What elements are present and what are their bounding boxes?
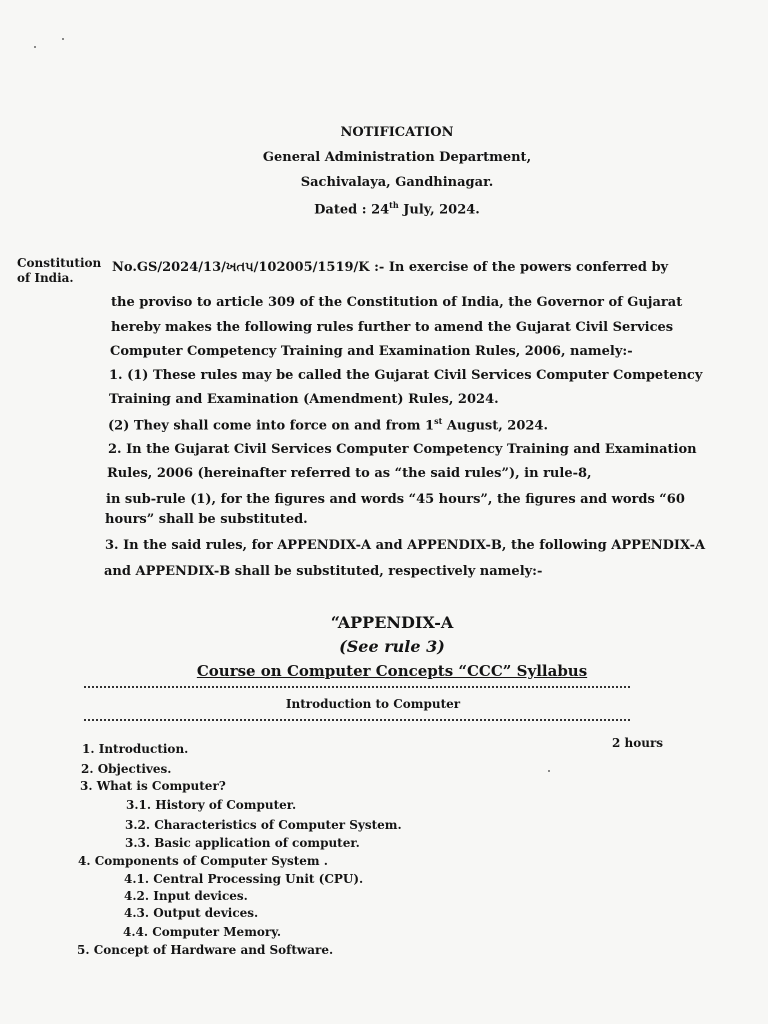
side-note-line1: Constitution (17, 256, 102, 270)
body-p1-line2: the proviso to article 309 of the Constitution of India, the Governor of Gujarat (111, 295, 683, 310)
body-r1b-sup: st (434, 416, 443, 426)
body-r1b-suffix: August, 2024. (442, 418, 548, 434)
body-r1b-prefix: (2) They shall come into force on and from 1 (108, 418, 435, 434)
side-note-line2: of India. (17, 271, 74, 285)
appendix-rule-ref: (See rule 3) (339, 637, 445, 656)
body-r3-line2: and APPENDIX-B shall be substituted, respectively namely:- (104, 564, 543, 579)
body-p1-line3: hereby makes the following rules further to amend the Gujarat Civil Services (111, 320, 674, 335)
body-r1-line2: Training and Examination (Amendment) Rules, 2024. (109, 392, 499, 407)
toc-item: 2. Objectives. (81, 762, 172, 776)
toc-subitem: 4.4. Computer Memory. (123, 925, 281, 939)
scan-speck (34, 46, 36, 48)
toc-subitem: 3.2. Characteristics of Computer System. (125, 818, 402, 832)
dated-prefix: Dated : 24 (314, 202, 390, 218)
toc-subitem: 3.1. History of Computer. (126, 798, 297, 812)
department-line: General Administration Department, (262, 150, 532, 165)
scan-speck (62, 38, 64, 40)
toc-subitem: 4.2. Input devices. (124, 889, 248, 903)
dotted-divider (84, 719, 630, 721)
toc-item: 3. What is Computer? (80, 779, 226, 793)
toc-subitem: 4.3. Output devices. (124, 906, 259, 920)
toc-item: 1. Introduction. (82, 742, 189, 756)
toc-subitem: 3.3. Basic application of computer. (125, 836, 360, 850)
appendix-title: “APPENDIX-A (330, 613, 454, 632)
toc-subitem: 4.1. Central Processing Unit (CPU). (124, 872, 364, 886)
body-r2-line4: hours” shall be substituted. (105, 512, 308, 527)
notification-title: NOTIFICATION (340, 125, 454, 140)
location-line: Sachivalaya, Gandhinagar. (300, 175, 494, 190)
body-r2-line2: Rules, 2006 (hereinafter referred to as “the said rules”), in rule-8, (107, 466, 592, 481)
body-r1-line1: 1. (1) These rules may be called the Gujarat Civil Services Computer Competency (109, 368, 703, 383)
dated-sup: th (389, 200, 399, 210)
scan-speck (548, 770, 550, 772)
dated-line (13, 200, 768, 217)
body-r3-line1: 3. In the said rules, for APPENDIX-A and APPENDIX-B, the following APPENDIX-A (105, 538, 706, 553)
dotted-divider (84, 686, 630, 688)
section-title: Introduction to Computer (285, 697, 461, 711)
body-r1b-line (108, 416, 548, 433)
body-p1-line4: Computer Competency Training and Examination Rules, 2006, namely:- (110, 344, 633, 359)
course-title: Course on Computer Concepts “CCC” Syllabus (196, 662, 588, 680)
body-p1-line1: No.GS/2024/13/ખતપ/102005/1519/K :- In exercise of the powers conferred by (112, 260, 669, 275)
toc-item: 5. Concept of Hardware and Software. (77, 943, 334, 957)
duration-label: 2 hours (612, 736, 664, 750)
toc-item: 4. Components of Computer System . (78, 854, 328, 868)
body-r2-line3: in sub-rule (1), for the figures and words “45 hours”, the figures and words “60 (106, 492, 685, 507)
side-note (17, 256, 101, 286)
dated-suffix: July, 2024. (398, 202, 480, 218)
body-r2-line1: 2. In the Gujarat Civil Services Computer Competency Training and Examination (108, 442, 697, 457)
